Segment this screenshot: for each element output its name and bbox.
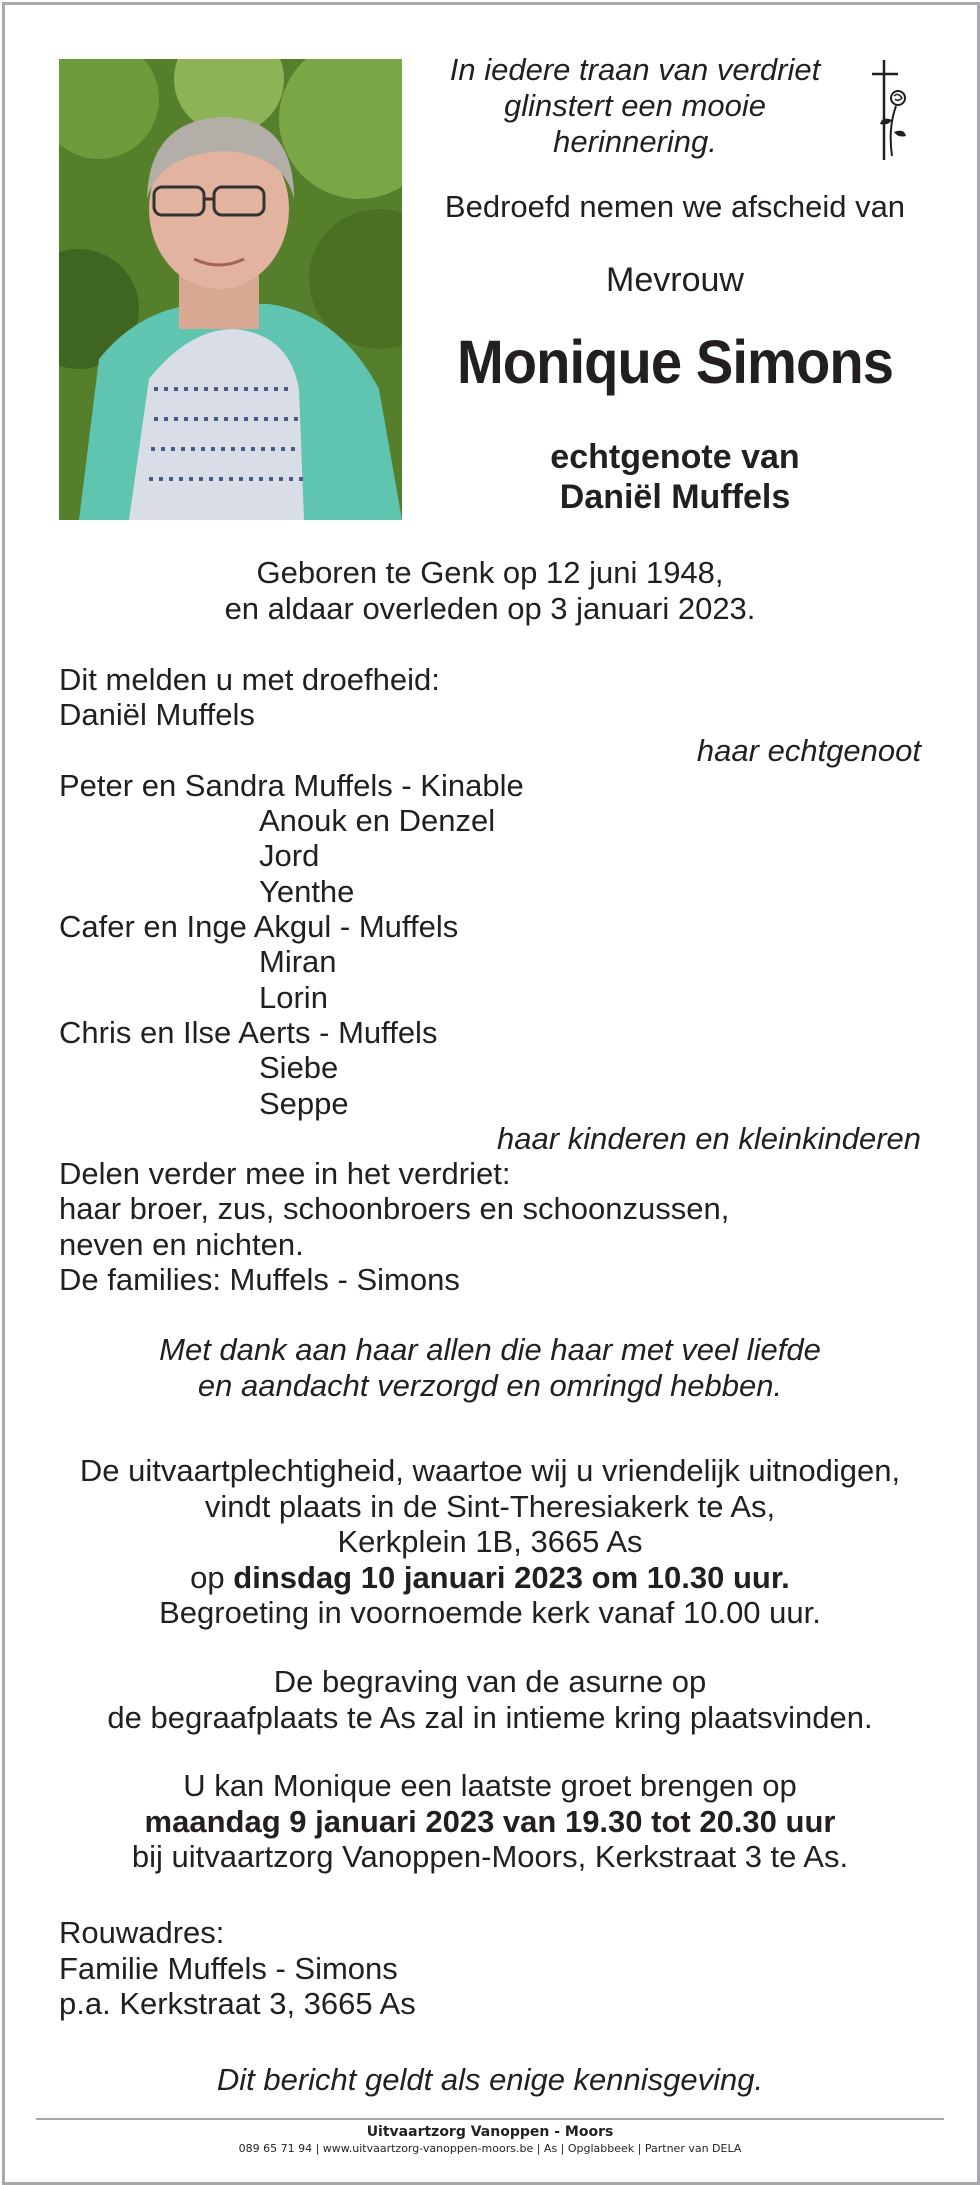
footer-divider <box>36 2118 944 2120</box>
birth-death-block <box>59 555 921 627</box>
thanks-line: Met dank aan haar allen die haar met veel liefde <box>159 1332 821 1367</box>
child-family: Chris en Ilse Aerts - Muffels <box>59 1014 438 1050</box>
ceremony-line: De uitvaartplechtigheid, waartoe wij u vriendelijk uitnodigen, <box>79 1453 901 1488</box>
ceremony-block <box>59 1453 921 1631</box>
motto-line: glinstert een mooie <box>504 88 766 123</box>
family-list <box>59 662 921 1297</box>
grandchild: Lorin <box>259 979 328 1015</box>
burial-block <box>59 1664 921 1735</box>
family-heading: Dit melden u met droefheid: <box>59 662 440 697</box>
farewell-date: maandag 9 januari 2023 van 19.30 tot 20.30 uur <box>144 1803 836 1839</box>
grandchild: Jord <box>259 838 320 874</box>
ceremony-date: dinsdag 10 januari 2023 om 10.30 uur. <box>233 1559 790 1595</box>
husband-name: Daniël Muffels <box>59 697 255 733</box>
others-line: Delen verder mee in het verdriet: <box>59 1156 511 1192</box>
address-heading: Rouwadres: <box>59 1915 225 1950</box>
grandchild: Seppe <box>259 1085 349 1121</box>
grandchild: Miran <box>259 944 337 980</box>
address-line: Familie Muffels - Simons <box>59 1950 398 1986</box>
burial-line: De begraving van de asurne op <box>273 1664 707 1699</box>
spouse-line: echtgenote van <box>550 438 800 476</box>
thanks-block <box>59 1332 921 1404</box>
ceremony-date-prefix: op <box>190 1559 234 1595</box>
ceremony-line: vindt plaats in de Sint-Theresiakerk te As, <box>204 1488 776 1524</box>
farewell-location: bij uitvaartzorg Vanoppen-Moors, Kerkstraat 3 te As. <box>131 1839 849 1874</box>
ceremony-line: Kerkplein 1B, 3665 As <box>337 1524 643 1559</box>
portrait-photo <box>59 59 402 520</box>
grandchild: Anouk en Denzel <box>259 803 496 839</box>
motto-line: herinnering. <box>553 124 717 159</box>
ceremony-greeting: Begroeting in voornoemde kerk vanaf 10.00 uur. <box>159 1595 821 1630</box>
others-line: haar broer, zus, schoonbroers en schoonzussen, <box>59 1191 730 1227</box>
grandchild: Siebe <box>259 1050 339 1086</box>
address-line: p.a. Kerkstraat 3, 3665 As <box>59 1986 416 2021</box>
notice-line: Dit bericht geldt als enige kennisgeving. <box>216 2062 764 2097</box>
husband-role: haar echtgenoot <box>696 732 921 768</box>
mourning-address <box>59 1915 416 2022</box>
others-line: De families: Muffels - Simons <box>59 1262 460 1298</box>
thanks-line: en aandacht verzorgd en omringd hebben. <box>197 1368 783 1403</box>
children-role: haar kinderen en kleinkinderen <box>497 1120 921 1156</box>
intro-line: Bedroefd nemen we afscheid van <box>444 189 906 224</box>
farewell-line: U kan Monique een laatste groet brengen op <box>183 1768 797 1803</box>
grandchild: Yenthe <box>259 873 355 909</box>
spouse-block <box>405 437 945 517</box>
deceased-name: Monique Simons <box>456 328 894 396</box>
others-line: neven en nichten. <box>59 1226 304 1262</box>
funeral-home-name: Uitvaartzorg Vanoppen - Moors <box>366 2124 614 2140</box>
motto-line: In iedere traan van verdriet <box>449 52 821 87</box>
death-line: en aldaar overleden op 3 januari 2023. <box>224 591 756 626</box>
child-family: Peter en Sandra Muffels - Kinable <box>59 767 524 803</box>
memorial-motto <box>405 52 865 160</box>
honorific: Mevrouw <box>606 261 744 299</box>
child-family: Cafer en Inge Akgul - Muffels <box>59 909 459 945</box>
farewell-block <box>59 1768 921 1875</box>
birth-line: Geboren te Genk op 12 juni 1948, <box>256 555 724 590</box>
cross-with-rose-icon <box>868 58 918 162</box>
ceremony-date-line <box>59 1560 921 1596</box>
funeral-home-contact: 089 65 71 94 | www.uitvaartzorg-vanoppen-moors.be | As | Opglabbeek | Partner van DELA <box>238 2142 742 2155</box>
burial-line: de begraafplaats te As zal in intieme kring plaatsvinden. <box>107 1699 873 1735</box>
spouse-line: Daniël Muffels <box>559 478 791 516</box>
